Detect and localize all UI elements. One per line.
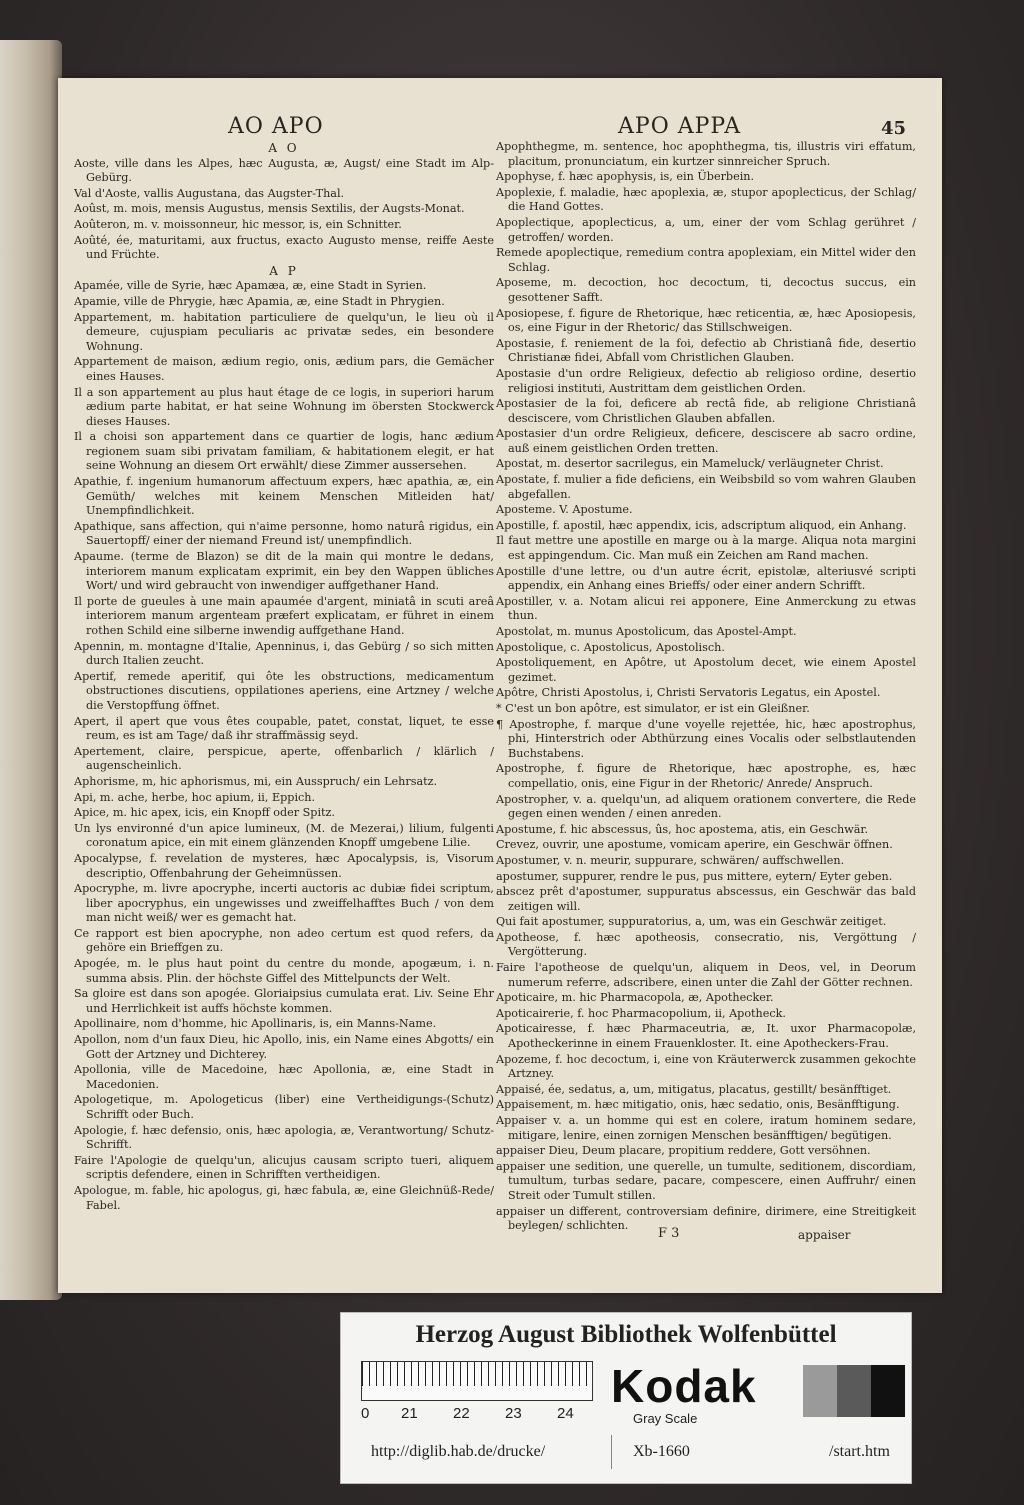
dictionary-entry: abscez prêt d'apostumer, suppuratus abscessus, ein Geschwär das bald zeitigen will. bbox=[496, 885, 916, 913]
dictionary-entry: Apologie, f. hæc defensio, onis, hæc apologia, æ, Verantwortung/ Schutz-Schrifft. bbox=[74, 1123, 494, 1152]
dictionary-entry: Aposteme. V. Apostume. bbox=[496, 503, 633, 517]
dictionary-entry: Aposiopese, f. figure de Rhetorique, hæc reticentia, æ, hæc Aposiopesis, os, eine Figur in der Rhetoric/ das Stillschweigen. bbox=[496, 306, 916, 335]
dictionary-entry: Appartement de maison, ædium regio, onis, ædium pars, die Gemächer eines Hauses. bbox=[74, 355, 494, 383]
dictionary-entry: Apôtre, Christi Apostolus, i, Christi Servatoris Legatus, ein Apostel. bbox=[496, 686, 881, 700]
library-name: Herzog August Bibliothek Wolfenbüttel bbox=[415, 1321, 837, 1348]
ruler-number: 0 bbox=[361, 1405, 370, 1422]
dictionary-entry: Apostume, f. hic abscessus, ûs, hoc apostema, atis, ein Geschwär. bbox=[496, 822, 869, 836]
dictionary-entry: Apocalypse, f. revelation de mysteres, hæc Apocalypsis, is, Visorum descriptio, Offenbahrung der Geheimnüssen. bbox=[74, 851, 494, 880]
dictionary-entry: Apertif, remede aperitif, qui ôte les obstructions, medicamentum obstructiones discutiens, oppilationes aperiens, eine Artzney / welche die Verstopffung öffnet. bbox=[74, 669, 494, 712]
dictionary-entry: Apozeme, f. hoc decoctum, i, eine von Kräuterwerck zusammen gekochte Artzney. bbox=[496, 1052, 916, 1081]
dictionary-entry: Apostrophe, f. figure de Rhetorique, hæc apostrophe, es, hæc compellatio, onis, eine Figur in der Rhetoric/ Anrede/ Anspruch. bbox=[496, 762, 916, 790]
dictionary-entry: Il faut mettre une apostille en marge ou à la marge. Aliqua nota margini est appingendum. Cic. Man muß ein Zeichen am Rand machen. bbox=[496, 534, 916, 563]
book-page-edge bbox=[0, 40, 62, 1300]
library-url: http://diglib.hab.de/drucke/ bbox=[371, 1443, 546, 1460]
ruler-number: 23 bbox=[505, 1405, 522, 1422]
dictionary-entry: Apice, m. hic apex, icis, ein Knopff oder Spitz. bbox=[74, 806, 335, 820]
dictionary-entry: Apamée, ville de Syrie, hæc Apamæa, æ, eine Stadt in Syrien. bbox=[74, 279, 427, 293]
dictionary-entry: Appartement, m. habitation particuliere de quelqu'un, le lieu où il demeure, cujuspiam peculiaris ac privatæ sedes, ein besondere Wohnung. bbox=[74, 310, 494, 353]
dictionary-entry: Apostropher, v. a. quelqu'un, ad aliquem orationem convertere, die Rede gegen einen wenden / einen anreden. bbox=[496, 792, 916, 821]
dictionary-entry: Appaisement, m. hæc mitigatio, onis, hæc sedatio, onis, Besänfftigung. bbox=[496, 1098, 900, 1112]
dictionary-entry: Apathique, sans affection, qui n'aime personne, homo naturâ rigidus, ein Sauertopff/ einer der niemand Freund ist/ unempfindlich. bbox=[74, 519, 494, 548]
dictionary-entry: Apostoliquement, en Apôtre, ut Apostolum decet, wie einem Apostel gezimet. bbox=[496, 656, 916, 684]
ruler-numbers bbox=[361, 1405, 591, 1423]
dictionary-entry: Aoûteron, m. v. moissonneur, hic messor, is, ein Schnitter. bbox=[74, 217, 402, 231]
dictionary-entry: Un lys environné d'un apice lumineux, (M. de Mezerai,) lilium, fulgenti coronatum apice, ein mit einem glänzenden Knopff umgebene Lilie. bbox=[74, 821, 494, 850]
dictionary-entry: Apostolat, m. munus Apostolicum, das Apostel-Ampt. bbox=[496, 625, 797, 638]
dictionary-entry: apostumer, suppurer, rendre le pus, pus mittere, eytern/ Eyter geben. bbox=[496, 869, 893, 883]
scale-ruler bbox=[361, 1361, 593, 1401]
book-page bbox=[58, 78, 942, 1293]
dictionary-entry: Apostiller, v. a. Notam alicui rei apponere, Eine Anmerckung zu etwas thun. bbox=[496, 594, 916, 623]
left-column bbox=[74, 140, 494, 1250]
dictionary-entry: Crevez, ouvrir, une apostume, vomicam aperire, ein Geschwär öffnen. bbox=[496, 838, 893, 852]
dictionary-entry: Il a son appartement au plus haut étage de ce logis, in superiori harum ædium parte habitat, er hat seine Wohnung im öbersten Stockwerck dieses Hauses. bbox=[74, 385, 494, 428]
gray-swatch-light bbox=[803, 1365, 837, 1417]
library-label-card bbox=[340, 1312, 912, 1484]
ruler-number: 22 bbox=[453, 1405, 470, 1422]
dictionary-entry: Apostille d'une lettre, ou d'un autre écrit, epistolæ, alteriusvé scripti appendix, ein Anhang eines Brieffs/ oder einer andern Schrifft. bbox=[496, 564, 916, 593]
dictionary-entry: Apoplectique, apoplecticus, a, um, einer der vom Schlag gerühret / getroffen/ worden. bbox=[496, 215, 916, 244]
dictionary-entry: Apologetique, m. Apologeticus (liber) eine Vertheidigungs-(Schutz) Schrifft oder Buch. bbox=[74, 1093, 494, 1121]
dictionary-entry: Apennin, m. montagne d'Italie, Apenninus, i, das Gebürg / so sich mitten durch Italien zeucht. bbox=[74, 639, 494, 668]
dictionary-entry: Apotheose, f. hæc apotheosis, consecratio, nis, Vergöttung / Vergötterung. bbox=[496, 930, 916, 959]
dictionary-entry: Apathie, f. ingenium humanorum affectuum expers, hæc apathia, æ, ein Gemüth/ welches mit keinem Menschen Mitleiden hat/ Unempfindlichkeit. bbox=[74, 475, 494, 518]
dictionary-entry: Apostille, f. apostil, hæc appendix, icis, adscriptum aliquod, ein Anhang. bbox=[496, 518, 907, 532]
dictionary-entry: Apogée, m. le plus haut point du centre du monde, apogæum, i. n. summa absis. Plin. der höchste Giffel des Mittelpuncts der Welt. bbox=[74, 957, 494, 985]
dictionary-entry: Apoticaire, m. hic Pharmacopola, æ, Apothecker. bbox=[496, 991, 774, 1005]
section-heading: A O bbox=[268, 141, 300, 155]
signature-mark: F 3 bbox=[658, 1226, 680, 1241]
dictionary-entry: Apostasier d'un ordre Religieux, deficere, desciscere ab sacro ordine, auß einem geistlichen Orden tretten. bbox=[496, 427, 916, 455]
dictionary-entry: Ce rapport est bien apocryphe, non adeo certum est quod refers, da gehöre ein Brieffgen zu. bbox=[74, 926, 494, 955]
shelfmark: Xb-1660 bbox=[633, 1443, 690, 1460]
dictionary-entry: Aphorisme, m, hic aphorismus, mi, ein Ausspruch/ ein Lehrsatz. bbox=[74, 774, 438, 788]
dictionary-entry: Apostasier de la foi, deficere ab rectâ fide, ab religione Christianâ desciscere, vom Christlichen Glauben abfallen. bbox=[496, 397, 916, 425]
dictionary-entry: Apostate, f. mulier a fide deficiens, ein Weibsbild so vom wahren Glauben abgefallen. bbox=[496, 473, 916, 501]
dictionary-entry: Appaisé, ée, sedatus, a, um, mitigatus, placatus, gestillt/ besänfftiget. bbox=[496, 1082, 892, 1096]
dictionary-entry: Qui fait apostumer, suppuratorius, a, um, was ein Geschwär zeitiget. bbox=[496, 915, 887, 929]
page-number: 45 bbox=[880, 118, 906, 139]
gray-swatch-mid bbox=[837, 1365, 871, 1417]
start-path: /start.htm bbox=[829, 1443, 890, 1460]
dictionary-entry: Aoûté, ée, maturitami, aux fructus, exacto Augusto mense, reiffe Aeste und Früchte. bbox=[74, 233, 494, 262]
dictionary-entry: Apostumer, v. n. meurir, suppurare, schwären/ auffschwellen. bbox=[496, 853, 845, 867]
dictionary-entry: Apophthegme, m. sentence, hoc apophthegma, tis, illustris viri effatum, placitum, pronunciatum, ein kurtzer sinnreicher Spruch. bbox=[496, 140, 916, 168]
dictionary-entry: appaiser un different, controversiam definire, dirimere, eine Streitigkeit beylegen/ schlichten. bbox=[496, 1204, 916, 1233]
section-heading: A P bbox=[269, 263, 299, 278]
dictionary-entry: appaiser Dieu, Deum placare, propitium reddere, Gott versöhnen. bbox=[496, 1144, 871, 1158]
dictionary-entry: Apaume. (terme de Blazon) se dit de la main qui montre le dedans, interiorem manum explicatam exprimit, ein bey den Wappen übliches Wort/ und wird gebraucht von inwendiger auffgethaner Hand. bbox=[74, 550, 494, 593]
ruler-number: 24 bbox=[557, 1405, 574, 1422]
dictionary-entry: Faire l'apotheose de quelqu'un, aliquem in Deos, vel, in Deorum numerum referre, adscribere, einen unter die Zahl der Götter rechnen. bbox=[496, 961, 916, 989]
dictionary-entry: Apostasie, f. reniement de la foi, defectio ab Christianâ fide, desertio Christianæ fidei, Abfall vom Christlichen Glauben. bbox=[496, 336, 916, 365]
running-head-left: AO APO bbox=[228, 114, 324, 139]
divider bbox=[611, 1435, 612, 1469]
gray-swatch-dark bbox=[871, 1365, 905, 1417]
dictionary-entry: Apoticairerie, f. hoc Pharmacopolium, ii, Apotheck. bbox=[496, 1006, 786, 1020]
dictionary-entry: Apoticairesse, f. hæc Pharmaceutria, æ, It. uxor Pharmacopolæ, Apotheckerinne in einem Frauenkloster. It. eine Apotheckers-Frau. bbox=[496, 1022, 916, 1051]
dictionary-entry: Api, m. ache, herbe, hoc apium, ii, Eppich. bbox=[74, 790, 316, 804]
right-column bbox=[496, 140, 916, 1250]
dictionary-entry: Aoûst, m. mois, mensis Augustus, mensis Sextilis, der Augsts-Monat. bbox=[74, 202, 465, 216]
dictionary-entry: ¶ Apostrophe, f. marque d'une voyelle rejettée, hic, hæc apostrophus, phi, Hinterstrich oder Abthürzung eines Vocalis oder selbstlautenden Buchstabens. bbox=[496, 717, 916, 760]
catchword: appaiser bbox=[798, 1228, 851, 1242]
dictionary-entry: Appaiser v. a. un homme qui est en colere, iratum hominem sedare, mitigare, lenire, einen zornigen Menschen besänfftigen/ begütigen. bbox=[496, 1114, 916, 1142]
dictionary-entry: Apostat, m. desertor sacrilegus, ein Mameluck/ verläugneter Christ. bbox=[496, 457, 884, 471]
gray-scale-label: Gray Scale bbox=[633, 1411, 698, 1426]
dictionary-entry: Apophyse, f. hæc apophysis, is, ein Überbein. bbox=[496, 170, 755, 184]
dictionary-entry: Apert, il apert que vous êtes coupable, patet, constat, liquet, te esse reum, es ist am Tage/ daß ihr straffmässig seyd. bbox=[74, 714, 494, 743]
dictionary-entry: Apologue, m. fable, hic apologus, gi, hæc fabula, æ, eine Gleichnüß-Rede/ Fabel. bbox=[74, 1183, 494, 1212]
dictionary-entry: * C'est un bon apôtre, est simulator, er ist ein Gleißner. bbox=[496, 701, 810, 715]
dictionary-entry: Apostolique, c. Apostolicus, Apostolisch. bbox=[496, 640, 725, 654]
dictionary-entry: Sa gloire est dans son apogée. Gloriaipsius cumulata erat. Liv. Seine Ehr und Herrlichkeit ist auffs höchste kommen. bbox=[74, 987, 494, 1015]
dictionary-entry: appaiser une sedition, une querelle, un tumulte, seditionem, discordiam, tumultum, turbas sedare, pacare, compescere, einen Auffruhr/ einen Streit oder Tumult stillen. bbox=[496, 1159, 916, 1202]
dictionary-entry: Apamie, ville de Phrygie, hæc Apamia, æ, eine Stadt in Phrygien. bbox=[74, 294, 445, 308]
dictionary-entry: Apocryphe, m. livre apocryphe, incerti auctoris ac dubiæ fidei scriptum, liber apocryphus, ein ungewisses und zweiffelhafftes Buch / von dem man nicht weiß/ wer es gemacht hat. bbox=[74, 882, 494, 925]
dictionary-entry: Apertement, claire, perspicue, aperte, offenbarlich / klärlich / augenscheinlich. bbox=[74, 744, 494, 773]
dictionary-entry: Il a choisi son appartement dans ce quartier de logis, hanc ædium regionem suam sibi privatam familiam, & habitationem elegit, er hat seine Wohnung an diesem Ort erwählt/ diese Zimmer aussersehen. bbox=[74, 430, 494, 473]
dictionary-entry: Apollonia, ville de Macedoine, hæc Apollonia, æ, eine Stadt in Macedonien. bbox=[74, 1063, 494, 1091]
dictionary-entry: Remede apoplectique, remedium contra apoplexiam, ein Mittel wider den Schlag. bbox=[496, 246, 916, 274]
running-head-right: APO APPA bbox=[618, 114, 742, 139]
ruler-number: 21 bbox=[401, 1405, 418, 1422]
dictionary-entry: Val d'Aoste, vallis Augustana, das Augster-Thal. bbox=[74, 186, 345, 200]
dictionary-entry: Apostasie d'un ordre Religieux, defectio ab religioso ordine, desertio religiosi instituti, Austrittam dem geistlichen Orden. bbox=[496, 366, 916, 395]
dictionary-entry: Aoste, ville dans les Alpes, hæc Augusta, æ, Augst/ eine Stadt im Alp-Gebürg. bbox=[74, 156, 494, 185]
dictionary-entry: Apoplexie, f. maladie, hæc apoplexia, æ, stupor apoplecticus, der Schlag/ die Hand Gottes. bbox=[496, 185, 916, 214]
kodak-logo: Kodak bbox=[611, 1360, 757, 1412]
dictionary-entry: Aposeme, m. decoction, hoc decoctum, ti, decoctus succus, ein gesottener Safft. bbox=[496, 276, 916, 304]
dictionary-entry: Il porte de gueules à une main apaumée d'argent, miniatâ in scuti areâ interiorem manum argenteam præfert explicatam, er führet in einem rothen Schild eine silberne inwendig auffgethane Hand. bbox=[74, 594, 494, 637]
dictionary-entry: Apollon, nom d'un faux Dieu, hic Apollo, inis, ein Name eines Abgotts/ ein Gott der Artzney und Dichterey. bbox=[74, 1033, 494, 1061]
dictionary-entry: Faire l'Apologie de quelqu'un, alicujus causam scripto tueri, aliquem scriptis defendere, einen in Schrifften vertheidigen. bbox=[74, 1153, 494, 1182]
dictionary-entry: Apollinaire, nom d'homme, hic Apollinaris, is, ein Manns-Name. bbox=[74, 1017, 437, 1031]
